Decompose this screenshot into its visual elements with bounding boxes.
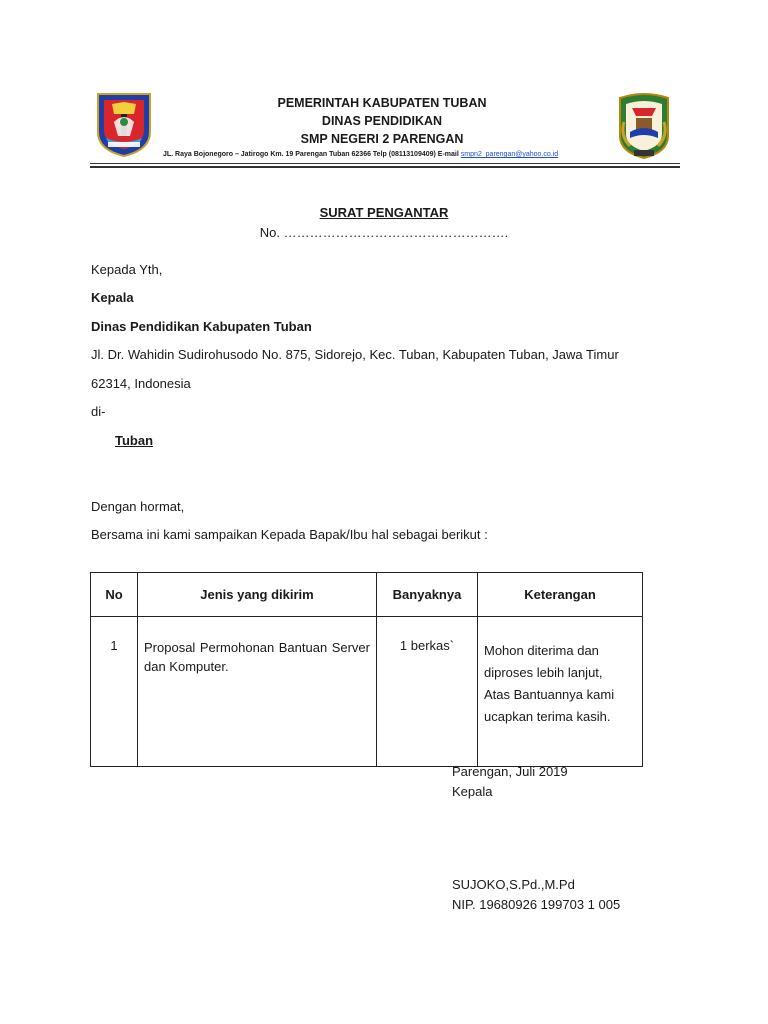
salutation: Kepada Yth,: [91, 262, 163, 277]
recipient-position: Kepala: [91, 290, 134, 305]
keterangan-line: Atas Bantuannya kami: [484, 687, 615, 702]
recipient-city: Tuban: [115, 433, 154, 448]
greeting: Dengan hormat,: [91, 499, 185, 514]
keterangan-line: diproses lebih lanjut,: [484, 665, 603, 680]
table-row: [91, 617, 643, 767]
signature-nip: NIP. 19680926 199703 1 005: [452, 897, 621, 912]
cell-keterangan: [478, 617, 643, 767]
letter-number: No. …………………………………………….: [259, 225, 509, 240]
cell-jenis: Proposal Permohonan Bantuan Server dan Komputer.: [138, 617, 377, 767]
signature-place-date: Parengan, Juli 2019: [452, 764, 568, 779]
header-address: [163, 151, 558, 158]
intro-text: Bersama ini kami sampaikan Kepada Bapak/Ibu hal sebagai berikut :: [91, 527, 488, 542]
keterangan-line: ucapkan terima kasih.: [484, 709, 611, 724]
signature-name: SUJOKO,S.Pd.,M.Pd: [452, 877, 575, 892]
table-header-row: [91, 573, 643, 617]
recipient-address-line1: Jl. Dr. Wahidin Sudirohusodo No. 875, Sidorejo, Kec. Tuban, Kabupaten Tuban, Jawa Timur: [91, 347, 619, 362]
header-no: No: [91, 573, 138, 617]
header-keterangan: Keterangan: [478, 573, 643, 617]
cell-no: 1: [91, 617, 138, 767]
keterangan-line: Mohon diterima dan: [484, 643, 599, 658]
items-table: [90, 572, 643, 767]
address-text: JL. Raya Bojonegoro – Jatirogo Km. 19 Parengan Tuban 62366 Telp (08113109409) E-mail: [163, 151, 461, 158]
signature-title: Kepala: [452, 784, 493, 799]
recipient-office: Dinas Pendidikan Kabupaten Tuban: [91, 319, 312, 334]
header-government: PEMERINTAH KABUPATEN TUBAN: [277, 96, 487, 110]
header-department: DINAS PENDIDIKAN: [321, 114, 443, 128]
recipient-di: di-: [91, 404, 106, 419]
header-banyaknya: Banyaknya: [377, 573, 478, 617]
letter-title: SURAT PENGANTAR: [319, 205, 449, 220]
cell-banyaknya: 1 berkas`: [377, 617, 478, 767]
email-link[interactable]: smpn2_parengan@yahoo.co.id: [460, 151, 559, 158]
header-divider-thick: [90, 166, 680, 168]
header-school: SMP NEGERI 2 PARENGAN: [300, 132, 464, 146]
recipient-address-line2: 62314, Indonesia: [91, 376, 191, 391]
header-divider-thin: [90, 163, 680, 164]
header-jenis: Jenis yang dikirim: [138, 573, 377, 617]
